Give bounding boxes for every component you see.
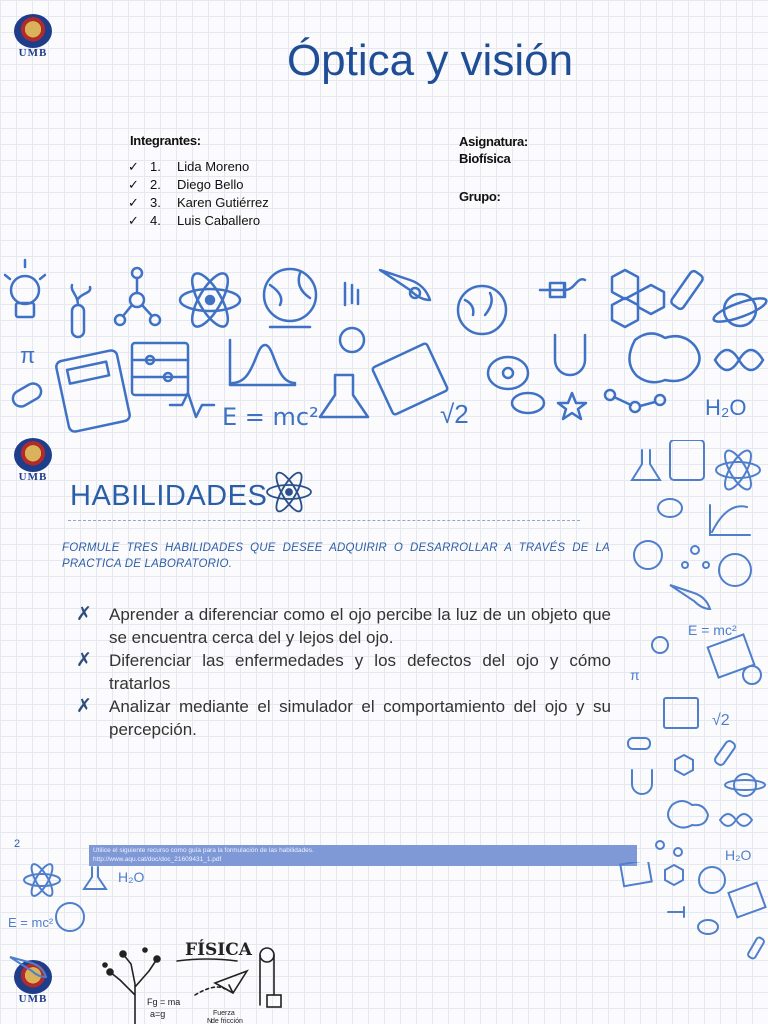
book-icon	[728, 883, 765, 918]
skills-list	[76, 603, 611, 741]
pulse-icon	[170, 393, 214, 417]
earth-icon	[458, 286, 506, 334]
section-title: HABILIDADES	[70, 480, 268, 512]
physics-illustration	[95, 925, 300, 1024]
molecule-icon	[656, 841, 682, 856]
rocket-icon	[10, 957, 46, 977]
planet-icon	[725, 774, 765, 796]
member-name: Lida Moreno	[177, 159, 250, 174]
flask-icon	[320, 375, 368, 417]
university-logo-top	[10, 14, 56, 60]
calculator-icon	[670, 440, 704, 480]
page-title: Óptica y visión	[286, 36, 574, 85]
flask-icon	[632, 450, 660, 480]
sqrt-text: √2	[712, 712, 730, 729]
fisica-formula: Fg = ma	[147, 997, 181, 1007]
footer-text: Utilice el siguiente recurso como guía para la formulación de las habilidades.	[93, 847, 314, 854]
hexagon-molecule-icon	[612, 270, 664, 327]
calculator-icon	[55, 349, 131, 432]
member-item: ✓ 4. Luis Caballero	[128, 213, 261, 228]
test-tube-plant-icon	[72, 285, 91, 337]
atom-icon	[716, 447, 760, 493]
fisica-label: Fuerza	[213, 1010, 235, 1017]
fisica-formula: a=g	[150, 1009, 166, 1019]
section-divider	[68, 520, 580, 521]
book-icon	[620, 862, 651, 886]
member-name: Diego Bello	[177, 177, 244, 192]
skill-text: Analizar mediante el simulador el comportamiento del ojo y su percepción.	[109, 697, 611, 739]
footer-link[interactable]: http://www.aqu.cat/doc/doc_21609431_1.pdf	[93, 856, 222, 863]
pill-icon	[10, 381, 44, 410]
skill-item	[76, 649, 611, 695]
science-doodles-side	[620, 440, 768, 870]
skill-text: Diferenciar las enfermedades y los defectos del ojo y cómo tratarlos	[109, 651, 611, 693]
chart-icon	[710, 505, 750, 535]
formula-text: E = mc²	[8, 915, 54, 930]
check-icon: ✓	[128, 195, 139, 210]
paper-plane-icon	[215, 971, 247, 993]
magnet-icon	[632, 770, 652, 794]
apple-icon	[652, 637, 668, 653]
water-text: H₂O	[118, 869, 145, 885]
test-tube-icon	[747, 936, 765, 959]
atom-icon	[180, 269, 240, 332]
test-tube-icon	[713, 739, 736, 766]
flask-icon	[84, 867, 106, 889]
bacteria-icon	[488, 357, 544, 413]
lightbulb-icon	[743, 666, 761, 684]
book-icon	[708, 634, 755, 677]
fisica-label: N	[207, 1018, 213, 1024]
atom-icon	[264, 470, 314, 514]
member-name: Karen Gutiérrez	[177, 195, 269, 210]
instruction-text: FORMULE TRES HABILIDADES QUE DESEE ADQUIRIR O DESARROLLAR A TRAVÉS DE LA PRACTICA DE LABORATORIO.	[62, 542, 610, 570]
test-tube-icon	[670, 270, 704, 311]
check-icon: ✓	[128, 159, 139, 174]
abacus-icon	[132, 343, 188, 395]
rocket-icon	[380, 270, 430, 300]
subject-value: Biofísica	[459, 151, 511, 166]
apple-icon	[340, 283, 364, 352]
globe-icon	[699, 867, 725, 893]
dna-icon	[720, 814, 752, 826]
members-list	[128, 158, 269, 230]
book-icon	[372, 343, 448, 415]
globe-icon	[719, 554, 751, 586]
water-text: H₂O	[705, 395, 747, 420]
planet-icon	[711, 294, 768, 326]
rocket-icon	[670, 585, 710, 609]
skill-text: Aprender a diferenciar como el ojo percibe la luz de un objeto que se encuentra cerca del y lejos del ojo.	[109, 605, 611, 647]
lightbulb-icon	[5, 260, 45, 317]
group-label: Grupo:	[459, 189, 501, 204]
brain-icon	[668, 801, 708, 828]
university-logo-middle	[10, 438, 56, 484]
cross-icon: ✗	[76, 604, 92, 625]
bacteria-icon	[698, 920, 718, 934]
members-heading: Integrantes:	[130, 133, 201, 148]
formula-text: E = mc²	[688, 622, 737, 638]
abacus-icon	[664, 698, 698, 728]
skill-item	[76, 603, 611, 649]
molecule-small-icon	[605, 390, 665, 412]
molecule-icon	[682, 546, 709, 568]
logo-text: UMB	[18, 47, 48, 59]
science-doodles-band	[0, 255, 768, 435]
fisica-title: FÍSICA	[185, 940, 252, 960]
formula-text: E = mc²	[222, 403, 319, 431]
subject-block	[459, 133, 528, 167]
molecule-icon	[665, 865, 683, 885]
member-name: Luis Caballero	[177, 213, 261, 228]
member-item: ✓ 2. Diego Bello	[128, 177, 244, 192]
sqrt-text: √2	[440, 399, 469, 429]
cross-icon: ✗	[76, 696, 92, 717]
bacteria-icon	[658, 499, 682, 517]
pill-icon	[628, 738, 650, 749]
plug-icon	[540, 279, 585, 297]
dna-icon	[715, 350, 763, 370]
molecule-icon	[675, 755, 693, 775]
check-icon: ✓	[128, 213, 139, 228]
university-seal-icon	[14, 438, 52, 472]
logo-text: UMB	[18, 471, 48, 483]
molecule-icon	[115, 268, 160, 325]
brain-icon	[629, 333, 699, 382]
subject-label: Asignatura:	[459, 134, 528, 149]
star-icon	[558, 393, 586, 419]
member-item: ✓ 3. Karen Gutiérrez	[128, 195, 269, 210]
check-icon: ✓	[128, 177, 139, 192]
member-item: ✓ 1. Lida Moreno	[128, 159, 250, 174]
cross-icon: ✗	[76, 650, 92, 671]
page-number: 2	[14, 838, 21, 850]
bell-curve-icon	[230, 340, 295, 385]
pi-text: π	[630, 667, 640, 683]
fisica-label: de fricción	[211, 1018, 243, 1024]
skill-item	[76, 695, 611, 741]
globe-icon	[634, 541, 662, 569]
pi-text: π	[20, 343, 36, 368]
pulley-icon	[260, 948, 281, 1007]
logo-text: UMB	[18, 993, 48, 1005]
university-seal-icon	[14, 14, 52, 48]
plug-icon	[668, 907, 684, 917]
atom-icon	[24, 862, 60, 899]
globe-icon	[56, 903, 84, 931]
globe-icon	[264, 269, 316, 327]
water-text: H₂O	[725, 847, 752, 863]
magnet-icon	[555, 335, 585, 375]
